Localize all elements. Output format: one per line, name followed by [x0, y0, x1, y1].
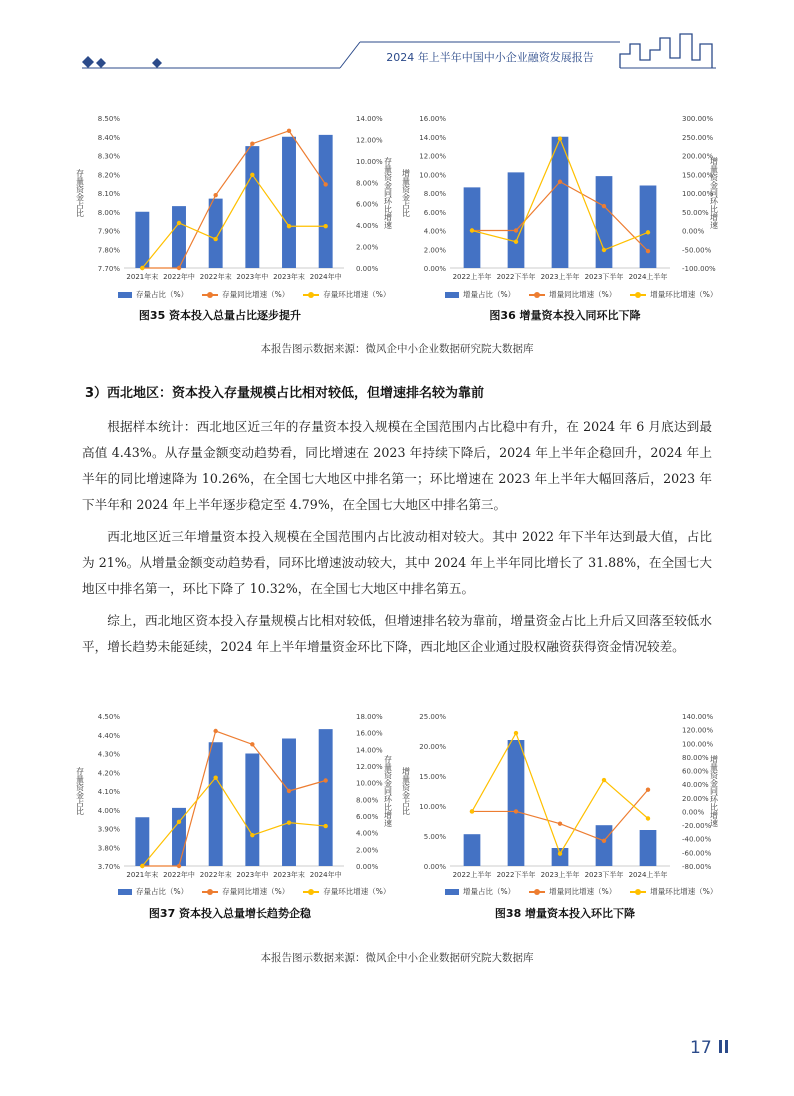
data-point: [646, 816, 650, 820]
x-tick-label: 2024上半年: [628, 871, 668, 879]
data-point: [470, 228, 474, 232]
bar: [135, 212, 149, 268]
legend-35: 存量占比（%） 存量同比增速（%） 存量环比增速（%）: [118, 289, 390, 300]
y-left-tick: 25.00%: [419, 713, 446, 721]
data-point: [602, 778, 606, 782]
y-right-tick: 2.00%: [356, 846, 379, 855]
y-right-tick: 20.00%: [682, 794, 709, 803]
legend-swatch-qoq: [303, 891, 319, 893]
data-point: [323, 182, 327, 186]
bar: [552, 137, 569, 268]
data-point: [177, 221, 181, 225]
y-right-label: 存量资金同环比增速: [383, 755, 393, 827]
y-left-tick: 8.50%: [97, 115, 120, 123]
y-left-tick: 6.00%: [423, 208, 446, 217]
y-left-tick: 10.00%: [419, 171, 446, 180]
data-point: [287, 789, 291, 793]
figure-35-caption: 图35 资本投入总量占比逐步提升: [138, 309, 302, 322]
y-left-tick: 14.00%: [419, 133, 446, 142]
y-left-tick: 15.00%: [419, 773, 446, 781]
figure-38-caption: 图38 增量资本投入环比下降: [494, 907, 636, 920]
y-left-tick: 4.40%: [97, 731, 120, 740]
y-right-tick: 6.00%: [356, 813, 379, 821]
bar: [209, 199, 223, 268]
legend-swatch-qoq: [630, 891, 646, 893]
y-right-tick: 100.00%: [682, 190, 714, 198]
y-left-tick: 4.30%: [97, 750, 120, 759]
y-right-tick: 4.00%: [356, 222, 379, 231]
bar: [640, 830, 657, 866]
legend-swatch-yoy: [529, 294, 545, 296]
data-point: [287, 224, 291, 228]
chart-36: [398, 108, 728, 288]
series-line: [142, 778, 325, 866]
data-point: [177, 864, 181, 868]
y-right-tick: 8.00%: [356, 796, 379, 805]
y-left-label: 增量资金占比: [401, 767, 411, 815]
y-left-label: 增量资金占比: [401, 169, 411, 217]
legend-swatch-yoy: [202, 891, 218, 893]
legend-38: 增量占比（%） 增量同比增速（%） 增量环比增速（%）: [445, 886, 717, 897]
y-left-tick: 3.90%: [97, 825, 120, 834]
y-left-tick: 0.00%: [423, 265, 446, 273]
y-right-tick: 0.00%: [356, 265, 379, 273]
data-point: [646, 249, 650, 253]
x-tick-label: 2024年中: [309, 871, 342, 879]
chart-35: [72, 108, 402, 288]
data-point: [250, 173, 254, 177]
y-right-tick: 12.00%: [356, 136, 383, 145]
x-tick-label: 2022上半年: [452, 871, 492, 879]
y-right-tick: 4.00%: [356, 829, 379, 838]
y-right-tick: 6.00%: [356, 200, 379, 209]
bar: [640, 186, 657, 269]
y-left-tick: 10.00%: [419, 803, 446, 811]
series-line: [142, 731, 325, 866]
legend-swatch-yoy: [529, 891, 545, 893]
bar: [596, 825, 613, 866]
y-right-tick: 120.00%: [682, 726, 714, 735]
data-point: [177, 266, 181, 270]
bar: [245, 754, 259, 867]
x-tick-label: 2024年中: [309, 273, 342, 281]
y-left-tick: 7.90%: [97, 227, 120, 236]
y-left-tick: 12.00%: [419, 152, 446, 161]
bar: [464, 834, 481, 866]
x-tick-label: 2023年中: [236, 273, 269, 281]
figure-37-caption: 图37 资本投入总量增长趋势企稳: [148, 907, 312, 920]
legend-swatch-bar: [118, 292, 132, 298]
data-point: [602, 248, 606, 252]
y-left-tick: 4.10%: [97, 788, 120, 796]
y-right-tick: 250.00%: [682, 133, 714, 142]
chart-38: [398, 706, 728, 886]
y-left-tick: 20.00%: [419, 743, 446, 751]
x-tick-label: 2023年末: [273, 871, 305, 879]
data-point: [646, 230, 650, 234]
y-left-tick: 4.00%: [423, 227, 446, 236]
x-tick-label: 2024上半年: [628, 273, 668, 281]
y-right-label: 增量资金同环比增速: [709, 157, 719, 229]
y-left-label: 存量资金占比: [75, 169, 85, 217]
bar: [245, 146, 259, 268]
x-tick-label: 2022年末: [199, 273, 232, 281]
y-left-tick: 8.40%: [97, 133, 120, 142]
data-point: [323, 824, 327, 828]
data-point: [646, 788, 650, 792]
data-point: [558, 180, 562, 184]
data-point: [213, 729, 217, 733]
x-tick-label: 2022下半年: [496, 273, 536, 281]
x-tick-label: 2022年中: [163, 273, 195, 281]
data-point: [213, 193, 217, 197]
y-left-tick: 0.00%: [423, 863, 446, 871]
data-point: [514, 228, 518, 232]
legend-swatch-bar: [445, 889, 459, 895]
y-right-tick: 12.00%: [356, 763, 383, 771]
report-title: 2024 年上半年中国中小企业融资发展报告: [386, 51, 594, 64]
y-right-tick: -100.00%: [682, 265, 716, 273]
y-left-tick: 8.00%: [423, 190, 446, 198]
data-point: [602, 204, 606, 208]
x-tick-label: 2021年末: [126, 871, 159, 879]
x-tick-label: 2022上半年: [452, 273, 492, 281]
x-tick-label: 2023上半年: [540, 871, 580, 879]
x-tick-label: 2023下半年: [584, 871, 624, 879]
data-point: [140, 266, 144, 270]
y-right-label: 增量资金同环比增速: [709, 755, 719, 827]
diamond-icon: [152, 58, 162, 68]
y-right-tick: 300.00%: [682, 115, 714, 123]
bar: [282, 739, 296, 867]
y-right-tick: 8.00%: [356, 179, 379, 188]
legend-swatch-qoq: [630, 294, 646, 296]
y-right-tick: 14.00%: [356, 746, 383, 755]
y-left-label: 存量资金占比: [75, 767, 85, 815]
y-right-tick: 40.00%: [682, 781, 709, 790]
y-right-tick: -20.00%: [682, 822, 712, 831]
page-number: 17: [690, 1038, 731, 1058]
bar: [508, 740, 525, 866]
y-right-tick: 80.00%: [682, 753, 709, 762]
x-tick-label: 2021年末: [126, 273, 159, 281]
chart-37: [72, 706, 402, 886]
bar: [464, 187, 481, 268]
series-line: [472, 733, 648, 854]
data-point: [558, 852, 562, 856]
y-right-tick: 16.00%: [356, 729, 383, 738]
bar: [135, 817, 149, 866]
diamond-icon: [96, 58, 106, 68]
y-left-tick: 4.00%: [97, 806, 120, 815]
paragraph: 根据样本统计：西北地区近三年的存量资本投入规模在全国范围内占比稳中有升，在 2024 年 6 月底达到最高值 4.43%。从存量金额变动趋势看，同比增速在 2023 年持续下降后，2024 年上半年企稳回升，2024 年上半年的同比增速降为 10.26%，在全国七大地区中排名第一；环比增速在 2023 年上半年大幅回落后，2023 年下半年和 2024 年上半年逐步稳定至 4.79%，在全国七大地区中排名第三。: [82, 419, 712, 512]
y-right-tick: 0.00%: [682, 227, 705, 236]
data-point: [323, 778, 327, 782]
y-right-tick: 50.00%: [682, 208, 709, 217]
data-point: [602, 839, 606, 843]
data-point: [514, 731, 518, 735]
y-right-tick: 18.00%: [356, 713, 383, 721]
source-note: 本报告图示数据来源：微风企中小企业数据研究院大数据库: [260, 343, 534, 355]
y-left-tick: 4.20%: [97, 769, 120, 778]
data-point: [250, 833, 254, 837]
y-right-tick: 10.00%: [356, 779, 383, 788]
data-point: [558, 822, 562, 826]
series-line: [472, 790, 648, 841]
y-right-tick: 140.00%: [682, 713, 714, 721]
series-line: [142, 175, 325, 268]
legend-swatch-qoq: [303, 294, 319, 296]
data-point: [287, 129, 291, 133]
legend-swatch-bar: [118, 889, 132, 895]
x-tick-label: 2023年中: [236, 871, 269, 879]
y-right-tick: 10.00%: [356, 157, 383, 166]
paragraph: 综上，西北地区资本投入存量规模占比相对较低，但增速排名较为靠前，增量资金占比上升后又回落至较低水平，增长趋势未能延续，2024 年上半年增量资金环比下降，西北地区企业通过股权融资获得资金情况较差。: [82, 613, 712, 654]
legend-36: 增量占比（%） 增量同比增速（%） 增量环比增速（%）: [445, 289, 717, 300]
source-note: 本报告图示数据来源：微风企中小企业数据研究院大数据库: [260, 952, 534, 964]
figure-36-caption: 图36 增量资本投入同环比下降: [489, 309, 641, 322]
x-tick-label: 2023上半年: [540, 273, 580, 281]
x-tick-label: 2022年中: [163, 871, 195, 879]
legend-swatch-bar: [445, 292, 459, 298]
y-left-tick: 16.00%: [419, 115, 446, 123]
y-left-tick: 5.00%: [423, 833, 446, 841]
bar: [319, 135, 333, 268]
x-tick-label: 2022年末: [199, 871, 232, 879]
bar: [596, 176, 613, 268]
data-point: [213, 775, 217, 779]
y-left-tick: 7.80%: [97, 246, 120, 255]
body-text: [82, 414, 712, 660]
y-left-tick: 4.50%: [97, 713, 120, 721]
bar: [282, 137, 296, 268]
y-left-tick: 8.10%: [97, 190, 120, 198]
y-right-tick: 200.00%: [682, 152, 714, 161]
data-point: [213, 237, 217, 241]
data-point: [250, 142, 254, 146]
y-right-tick: 14.00%: [356, 115, 383, 123]
legend-swatch-yoy: [202, 294, 218, 296]
x-tick-label: 2023下半年: [584, 273, 624, 281]
bar: [319, 729, 333, 866]
y-right-tick: 2.00%: [356, 243, 379, 252]
diamond-icon: [82, 56, 94, 68]
data-point: [514, 240, 518, 244]
data-point: [558, 136, 562, 140]
y-right-tick: -40.00%: [682, 835, 712, 844]
legend-37: 存量占比（%） 存量同比增速（%） 存量环比增速（%）: [118, 886, 390, 897]
y-right-tick: 150.00%: [682, 171, 714, 180]
y-right-tick: 60.00%: [682, 767, 709, 776]
data-point: [470, 809, 474, 813]
y-right-tick: -60.00%: [682, 849, 712, 858]
data-point: [250, 742, 254, 746]
y-left-tick: 3.80%: [97, 844, 120, 853]
y-right-label: 存量资金同环比增速: [383, 157, 393, 229]
y-left-tick: 8.30%: [97, 152, 120, 161]
skyline-icon: [620, 34, 712, 68]
x-tick-label: 2023年末: [273, 273, 305, 281]
data-point: [177, 820, 181, 824]
y-right-tick: 0.00%: [682, 808, 705, 817]
data-point: [140, 864, 144, 868]
bar: [552, 848, 569, 866]
y-left-tick: 8.00%: [97, 208, 120, 217]
y-left-tick: 2.00%: [423, 246, 446, 255]
data-point: [323, 224, 327, 228]
bar: [209, 742, 223, 866]
data-point: [287, 820, 291, 824]
section-heading: 3）西北地区：资本投入存量规模占比相对较低，但增速排名较为靠前: [85, 386, 485, 401]
y-left-tick: 7.70%: [97, 265, 120, 273]
y-right-tick: 100.00%: [682, 740, 714, 749]
x-tick-label: 2022下半年: [496, 871, 536, 879]
bar: [508, 172, 525, 268]
y-right-tick: 0.00%: [356, 863, 379, 871]
y-left-tick: 8.20%: [97, 171, 120, 180]
y-left-tick: 3.70%: [97, 863, 120, 871]
data-point: [514, 809, 518, 813]
paragraph: 西北地区近三年增量资本投入规模在全国范围内占比波动相对较大。其中 2022 年下半年达到最大值，占比为 21%。从增量金额变动趋势看，同环比增速波动较大，其中 2024 年上半年同比增长了 31.88%，在全国七大地区中排名第一，环比下降了 10.32%，在全国七大地区中排名第五。: [82, 529, 712, 596]
y-right-tick: -80.00%: [682, 863, 712, 871]
y-right-tick: -50.00%: [682, 246, 712, 255]
series-line: [142, 131, 325, 268]
